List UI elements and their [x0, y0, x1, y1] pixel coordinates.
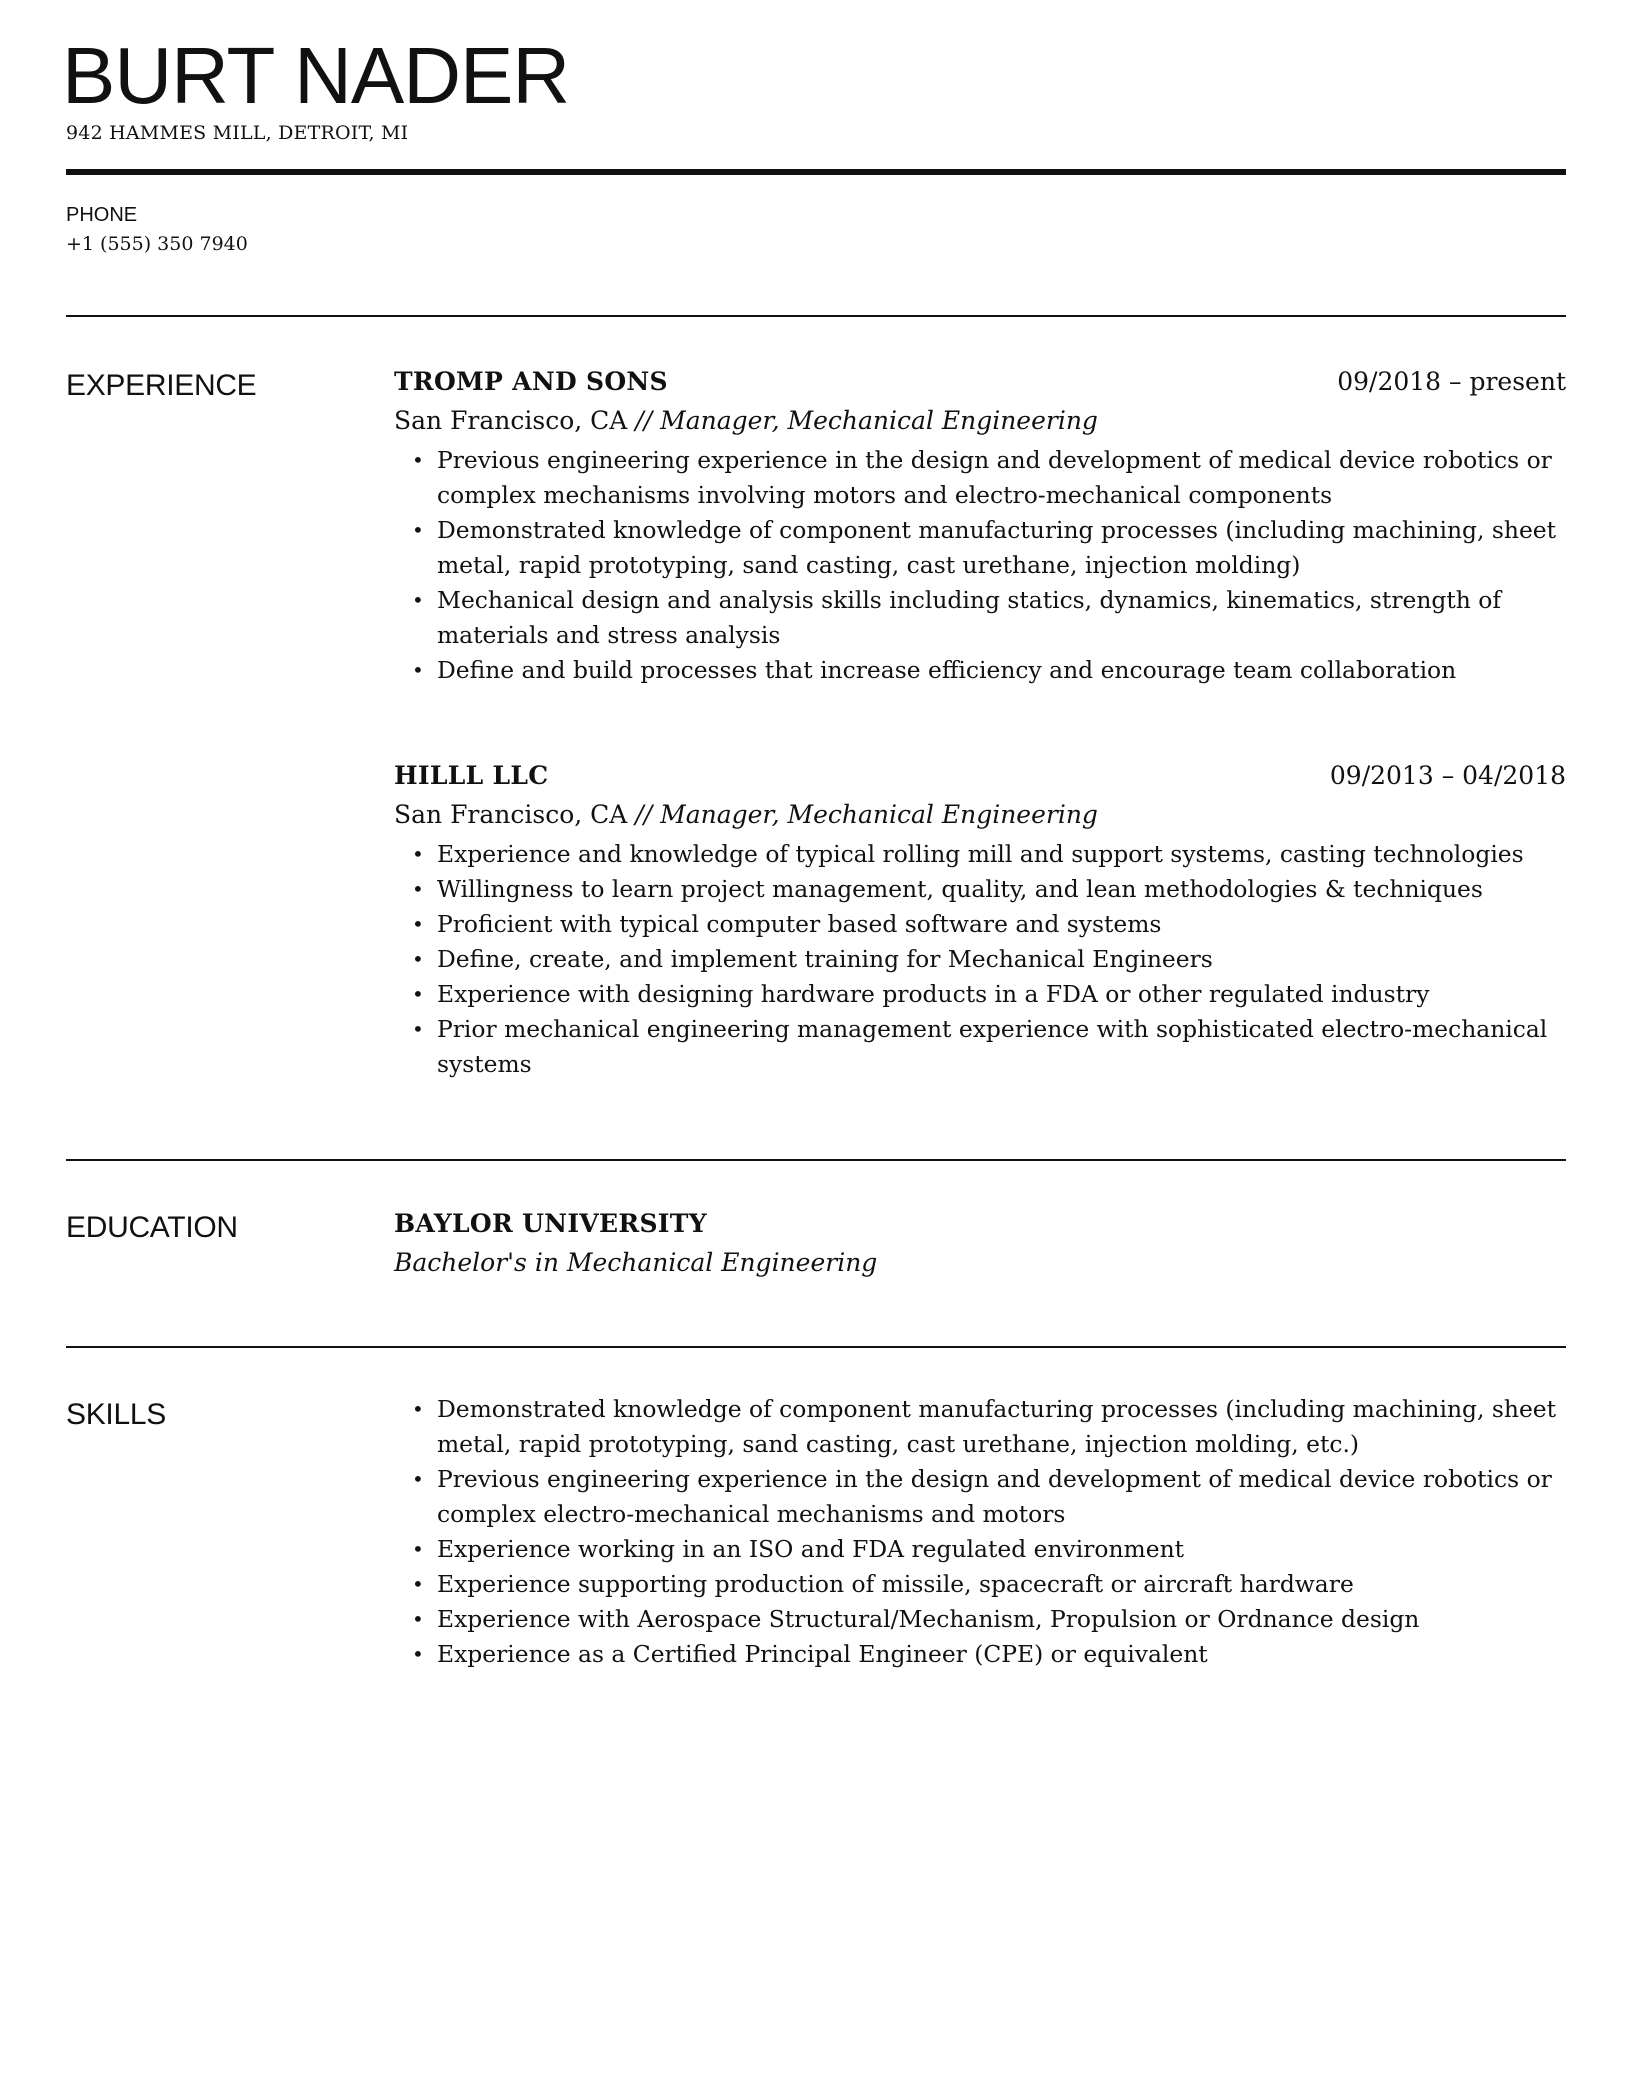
- bullet-icon: •: [412, 877, 424, 901]
- list-item: [412, 1637, 1566, 1672]
- separator: //: [627, 406, 661, 435]
- bullet-text: Proficient with typical computer based software and systems: [437, 910, 1162, 938]
- list-item: [412, 977, 1566, 1012]
- skill-text: Previous engineering experience in the design and development of medical device robotics or complex electro-mechanical mechanisms and motors: [437, 1465, 1552, 1528]
- job-subtitle: [394, 401, 1566, 441]
- bullet-text: Define and build processes that increase efficiency and encourage team collaboration: [437, 656, 1457, 684]
- list-item: [412, 837, 1566, 872]
- phone-label: PHONE: [66, 204, 138, 226]
- list-item: [412, 872, 1566, 907]
- skill-text: Experience with Aerospace Structural/Mechanism, Propulsion or Ordnance design: [437, 1605, 1420, 1633]
- separator: //: [627, 800, 661, 829]
- section-divider: [66, 1159, 1566, 1161]
- skill-text: Experience supporting production of missile, spacecraft or aircraft hardware: [437, 1570, 1354, 1598]
- skill-text: Experience as a Certified Principal Engineer (CPE) or equivalent: [437, 1640, 1208, 1668]
- bullet-icon: •: [412, 947, 424, 971]
- experience-heading: EXPERIENCE: [66, 369, 257, 402]
- bullet-icon: •: [412, 912, 424, 936]
- job-dates: 09/2013 – 04/2018: [1329, 761, 1566, 790]
- bullet-text: Experience with designing hardware products in a FDA or other regulated industry: [437, 980, 1430, 1008]
- job-location: San Francisco, CA: [394, 800, 628, 829]
- bullet-icon: •: [412, 1537, 424, 1561]
- bullet-icon: •: [412, 658, 424, 682]
- skills-list: [394, 1392, 1566, 1672]
- header-divider: [66, 169, 1566, 175]
- skills-list-container: [394, 1392, 1566, 1672]
- bullet-icon: •: [412, 982, 424, 1006]
- bullet-text: Willingness to learn project management, quality, and lean methodologies & techniques: [437, 875, 1483, 903]
- section-divider: [66, 315, 1566, 317]
- company-name: HILLL LLC: [394, 761, 549, 790]
- job-dates: 09/2018 – present: [1337, 367, 1566, 396]
- bullet-text: Prior mechanical engineering management experience with sophisticated electro-mechanical systems: [437, 1015, 1548, 1078]
- list-item: [412, 583, 1566, 653]
- skill-text: Demonstrated knowledge of component manufacturing processes (including machining, sheet metal, rapid prototyping, sand casting, cast urethane, injection molding, etc.): [437, 1395, 1557, 1458]
- bullet-text: Mechanical design and analysis skills including statics, dynamics, kinematics, strength of materials and stress analysis: [437, 586, 1502, 649]
- list-item: [412, 513, 1566, 583]
- job-bullets: [394, 837, 1566, 1082]
- bullet-icon: •: [412, 588, 424, 612]
- bullet-icon: •: [412, 448, 424, 472]
- job-header: [394, 757, 1566, 795]
- education-heading: EDUCATION: [66, 1211, 238, 1244]
- bullet-icon: •: [412, 1017, 424, 1041]
- list-item: [412, 1602, 1566, 1637]
- list-item: [412, 1012, 1566, 1082]
- list-item: [412, 1392, 1566, 1462]
- bullet-icon: •: [412, 1397, 424, 1421]
- bullet-text: Experience and knowledge of typical rolling mill and support systems, casting technologies: [437, 840, 1524, 868]
- list-item: [412, 907, 1566, 942]
- list-item: [412, 1567, 1566, 1602]
- job-header: [394, 363, 1566, 401]
- candidate-name: BURT NADER: [62, 31, 570, 120]
- job-subtitle: [394, 795, 1566, 835]
- address: 942 HAMMES MILL, DETROIT, MI: [66, 122, 409, 144]
- list-item: [412, 942, 1566, 977]
- bullet-text: Demonstrated knowledge of component manufacturing processes (including machining, sheet metal, rapid prototyping, sand casting, cast urethane, injection molding): [437, 516, 1557, 579]
- bullet-text: Previous engineering experience in the design and development of medical device robotics or complex mechanisms involving motors and electro-mechanical components: [437, 446, 1552, 509]
- bullet-icon: •: [412, 1607, 424, 1631]
- job-location: San Francisco, CA: [394, 406, 628, 435]
- company-name: TROMP AND SONS: [394, 367, 668, 396]
- bullet-icon: •: [412, 842, 424, 866]
- bullet-icon: •: [412, 1642, 424, 1666]
- section-divider: [66, 1346, 1566, 1348]
- list-item: [412, 653, 1566, 688]
- job-entry: [394, 757, 1566, 1082]
- job-entry: [394, 363, 1566, 688]
- school-name: BAYLOR UNIVERSITY: [394, 1209, 707, 1238]
- phone-number: +1 (555) 350 7940: [66, 233, 248, 255]
- skill-text: Experience working in an ISO and FDA regulated environment: [437, 1535, 1185, 1563]
- list-item: [412, 443, 1566, 513]
- education-entry: [394, 1205, 1566, 1283]
- job-bullets: [394, 443, 1566, 688]
- skills-heading: SKILLS: [66, 1398, 166, 1431]
- list-item: [412, 1532, 1566, 1567]
- bullet-icon: •: [412, 518, 424, 542]
- bullet-icon: •: [412, 1467, 424, 1491]
- job-role: Manager, Mechanical Engineering: [660, 800, 1098, 829]
- bullet-text: Define, create, and implement training for Mechanical Engineers: [437, 945, 1213, 973]
- degree: Bachelor's in Mechanical Engineering: [394, 1248, 878, 1277]
- job-role: Manager, Mechanical Engineering: [660, 406, 1098, 435]
- bullet-icon: •: [412, 1572, 424, 1596]
- list-item: [412, 1462, 1566, 1532]
